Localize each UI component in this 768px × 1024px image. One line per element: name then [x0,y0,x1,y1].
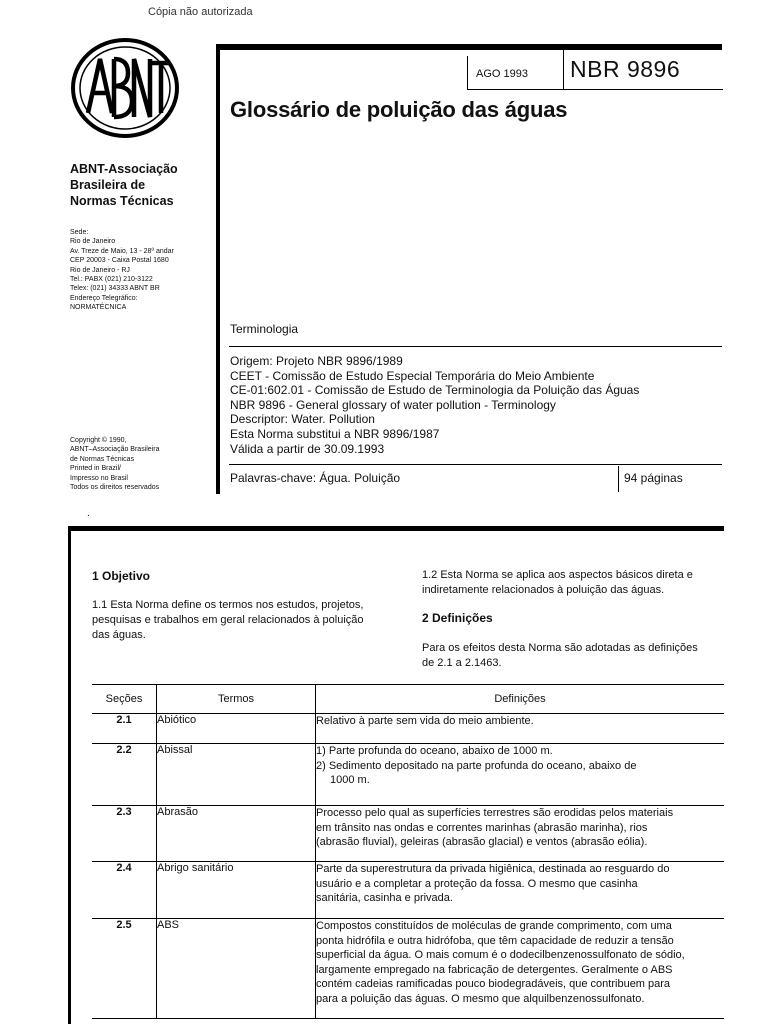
organization-name-line: ABNT-Associação [70,162,178,176]
definition-line: Parte da superestrutura da privada higiênica, destinada ao resguardo do [316,863,670,875]
definition [316,806,725,862]
info-line: Descriptor: Water. Pollution [230,412,375,427]
header-divider [467,56,468,90]
section-number: 2.1 [92,714,157,744]
header-divider [563,50,564,90]
keywords: Palavras-chave: Água. Poluição [230,471,401,485]
definition-line: ponta hidrófila e outra hidrófoba, que têm capacidade de reduzir a tensão [316,934,674,947]
address-line: Rio de Janeiro - RJ [70,266,130,274]
abnt-logo [70,37,180,139]
page-count: 94 páginas [624,471,683,485]
organization-name-line: Brasileira de [70,178,146,192]
address-line: NORMATÉCNICA [70,304,127,312]
organization-name-line: Normas Técnicas [70,194,174,208]
organization-address [70,228,220,313]
address-line: Endereço Telegráfico: [70,294,138,302]
section-1-heading: 1 Objetivo [92,569,151,583]
definition-line: Relativo à parte sem vida do meio ambiente. [316,715,534,727]
pages-divider [618,466,619,492]
table-row [92,919,724,1019]
info-line: CE-01:602.01 - Comissão de Estudo de Terminologia da Poluição das Águas [230,383,640,398]
divider [229,464,722,465]
header-definitions: Definições [316,685,725,714]
separator-mark: . [87,508,90,519]
copyright-line: de Normas Técnicas [70,455,135,463]
publication-date: AGO 1993 [476,68,528,80]
address-line: CEP 20003 - Caixa Postal 1680 [70,257,169,265]
address-line: Telex: (021) 34333 ABNT BR [70,285,160,293]
copyright-line: Copyright © 1990, [70,437,127,444]
definition-line: contém cadeias ramificadas pouco biodegradáveis, que contribuem para [316,978,671,991]
paragraph-line: pesquisas e trabalhos em geral relacionados à poluição [92,614,364,626]
definition-line: superficial da água. O mais comum é o dodecilbenzenossulfonato de sódio, [316,949,685,962]
paragraph-line: Para os efeitos desta Norma são adotadas as definições [422,642,698,654]
definition-line: em trânsito nas ondas e correntes marinhas (abrasão marinha), rios [316,821,648,834]
definition [316,714,725,744]
copyright-line: Printed in Brazil/ [70,465,121,473]
copyright-line: ABNT–Associação Brasileira [70,446,160,454]
section-2-paragraph [422,641,727,671]
definition-line: Compostos constituídos de moléculas de grande comprimento, com uma [316,920,672,932]
definition [316,919,725,1019]
section-number: 2.4 [92,862,157,919]
info-line: NBR 9896 - General glossary of water pollution - Terminology [230,397,556,412]
organization-name [70,161,210,209]
info-line: Válida a partir de 30.09.1993 [230,441,385,456]
section-number: 2.2 [92,744,157,806]
definition [316,862,725,919]
definition-line: usuário e a completar a proteção da fossa. O mesmo que casinha [316,877,638,890]
definition [316,744,725,806]
table-row [92,806,724,862]
term-name: Abrigo sanitário [157,862,316,919]
definition-line: 2) Sedimento depositado na parte profunda do oceano, abaixo de [316,759,637,772]
section-1-1-paragraph [92,598,402,643]
term-name: Abiótico [157,714,316,744]
copyright-line: Impresso no Brasil [70,474,128,482]
watermark-text: Cópia não autorizada [148,6,253,18]
table-header-row [92,685,724,714]
address-line: Tel.: PABX (021) 210-3122 [70,276,153,284]
info-line: CEET - Comissão de Estudo Especial Temporária do Meio Ambiente [230,368,595,383]
definition-line: sanitária, casinha e privada. [316,892,453,905]
address-line: Av. Treze de Maio, 13 - 28º andar [70,247,174,255]
header-sections: Seções [92,685,157,714]
section-number: 2.5 [92,919,157,1019]
section-1-2-paragraph [422,568,727,598]
document-info [230,354,710,456]
section-2-heading: 2 Definições [422,611,493,625]
paragraph-line: 1.1 Esta Norma define os termos nos estudos, projetos, [92,599,364,611]
definition-line: Processo pelo qual as superfícies terrestres são erodidas pelos materiais [316,807,674,819]
divider [229,346,722,347]
copyright-line: Todos os direitos reservados [70,484,160,492]
table-row [92,744,724,806]
table-row [92,714,724,744]
copyright-notice [70,436,220,492]
info-line: Esta Norma substitui a NBR 9896/1987 [230,426,440,441]
document-title: Glossário de poluição das águas [230,97,568,122]
term-name: ABS [157,919,316,1019]
paragraph-line: das águas. [92,629,146,641]
table-row [92,862,724,919]
definition-line: para a poluição das águas. O mesmo que alquilbenzenossulfonato. [316,992,645,1005]
paragraph-line: 1.2 Esta Norma se aplica aos aspectos básicos direta e [422,569,693,581]
term-name: Abissal [157,744,316,806]
document-type: Terminologia [230,322,299,336]
definition-line: (abrasão fluvial), geleiras (abrasão glacial) e ventos (abrasão eólia). [316,836,648,849]
definitions-table [92,684,724,1019]
paragraph-line: indiretamente relacionados à poluição das águas. [422,584,665,596]
info-line: Origem: Projeto NBR 9896/1989 [230,354,403,368]
header-terms: Termos [157,685,316,714]
header-divider [467,89,723,90]
standard-number: NBR 9896 [570,56,681,82]
address-line: Sede: [70,229,89,236]
address-line: Rio de Janeiro [70,238,116,246]
term-name: Abrasão [157,806,316,862]
definition-line: largamente empregado na fabricação de detergentes. Geralmente o ABS [316,963,673,976]
section-number: 2.3 [92,806,157,862]
paragraph-line: de 2.1 a 2.1463. [422,657,502,669]
definition-line: 1000 m. [330,774,370,787]
definition-line: 1) Parte profunda do oceano, abaixo de 1000 m. [316,745,553,757]
